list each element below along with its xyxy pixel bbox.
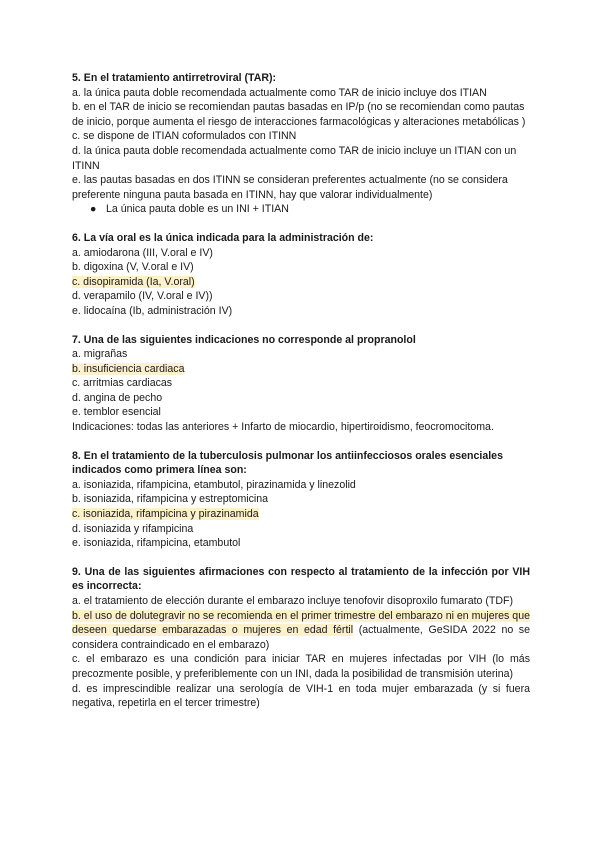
question-7-title: 7. Una de las siguientes indicaciones no corresponde al propranolol [72,333,416,346]
q7-answer-highlight: b. insuficiencia cardiaca [72,362,185,375]
question-7 [72,333,530,435]
question-6-title: 6. La vía oral es la única indicada para la administración de: [72,231,374,244]
q8-option-a: a. isoniazida, rifampicina, etambutol, pirazinamida y linezolid [72,478,356,491]
q6-option-b: b. digoxina (V, V.oral e IV) [72,261,194,274]
q8-option-e: e. isoniazida, rifampicina, etambutol [72,537,241,550]
q6-option-a: a. amiodarona (III, V.oral e IV) [72,246,213,259]
q5-option-e: e. las pautas basadas en dos ITINN se consideran preferentes actualmente (no se considera preferente ninguna pauta basada en ITINN, hay que valorar individualmente) [72,174,508,201]
q5-option-d: d. la única pauta doble recomendada actualmente como TAR de inicio incluye un ITIAN con un ITINN [72,144,517,172]
bullet-icon: ● [90,203,97,216]
question-5-title: 5. En el tratamiento antirretroviral (TAR): [72,72,277,84]
q8-option-c [72,507,530,522]
q8-answer-highlight: c. isoniazida, rifampicina y pirazinamida [72,508,259,521]
question-9 [72,565,530,711]
q9-option-b [72,609,530,653]
q5-option-a: a. la única pauta doble recomendada actualmente como TAR de inicio incluye dos ITIAN [72,86,487,99]
q8-option-d: d. isoniazida y rifampicina [72,522,194,535]
q5-bullet-note [72,202,530,217]
q6-option-d: d. verapamilo (IV, V.oral e IV)) [72,290,213,303]
q7-option-d: d. angina de pecho [72,391,163,404]
q6-option-e: e. lidocaína (Ib, administración IV) [72,304,233,317]
q8-option-b: b. isoniazida, rifampicina y estreptomicina [72,493,269,506]
q9-option-a: a. el tratamiento de elección durante el embarazo incluye tenofovir disoproxilo fumarato (TDF) [72,595,514,607]
q5-option-b: b. en el TAR de inicio se recomiendan pautas basadas en IP/p (no se recomiendan como pautas de inicio, porque aumenta el riesgo de interacciones farmacológicas y alteraciones metabólicas ) [72,101,526,128]
q9-option-c: c. el embarazo es una condición para iniciar TAR en mujeres infectadas por VIH (lo más precozmente posible, y preferiblemente con un INI, dada la posibilidad de transmisión uterina) [72,653,530,680]
question-9-title: 9. Una de las siguientes afirmaciones con respecto al tratamiento de la infección por VIH es incorrecta: [72,565,530,593]
question-8-title: 8. En el tratamiento de la tuberculosis pulmonar los antiinfecciosos orales esenciales indicados como primera línea son: [72,449,503,477]
q5-option-c: c. se dispone de ITIAN coformulados con ITINN [72,130,297,143]
q7-option-e: e. temblor esencial [72,406,161,419]
document-page [72,71,530,725]
question-5 [72,71,530,217]
q6-option-c [72,275,530,290]
q9-option-b-note: (actualmente, GeSIDA 2022 no se considera contraindicado en el embarazo) [72,624,530,651]
q6-answer-highlight: c. disopiramida (Ia, V.oral) [72,275,195,288]
q7-option-c: c. arritmias cardiacas [72,377,173,390]
q5-bullet-text: La única pauta doble es un INI + ITIAN [106,203,289,216]
q9-option-d: d. es imprescindible realizar una serología de VIH-1 en toda mujer embarazada (y si fuera negativa, repetirla en el tercer trimestre) [72,682,530,710]
question-8 [72,449,530,551]
q7-option-a: a. migrañas [72,348,128,361]
q9-answer-highlight: b. el uso de dolutegravir no se recomienda en el primer trimestre del embarazo ni en mujeres que deseen quedarse embarazadas o mujeres en edad fértil [72,609,530,637]
question-6 [72,231,530,319]
q7-option-b [72,362,530,377]
q7-note: Indicaciones: todas las anteriores + Infarto de miocardio, hipertiroidismo, feocromocitoma. [72,421,494,434]
